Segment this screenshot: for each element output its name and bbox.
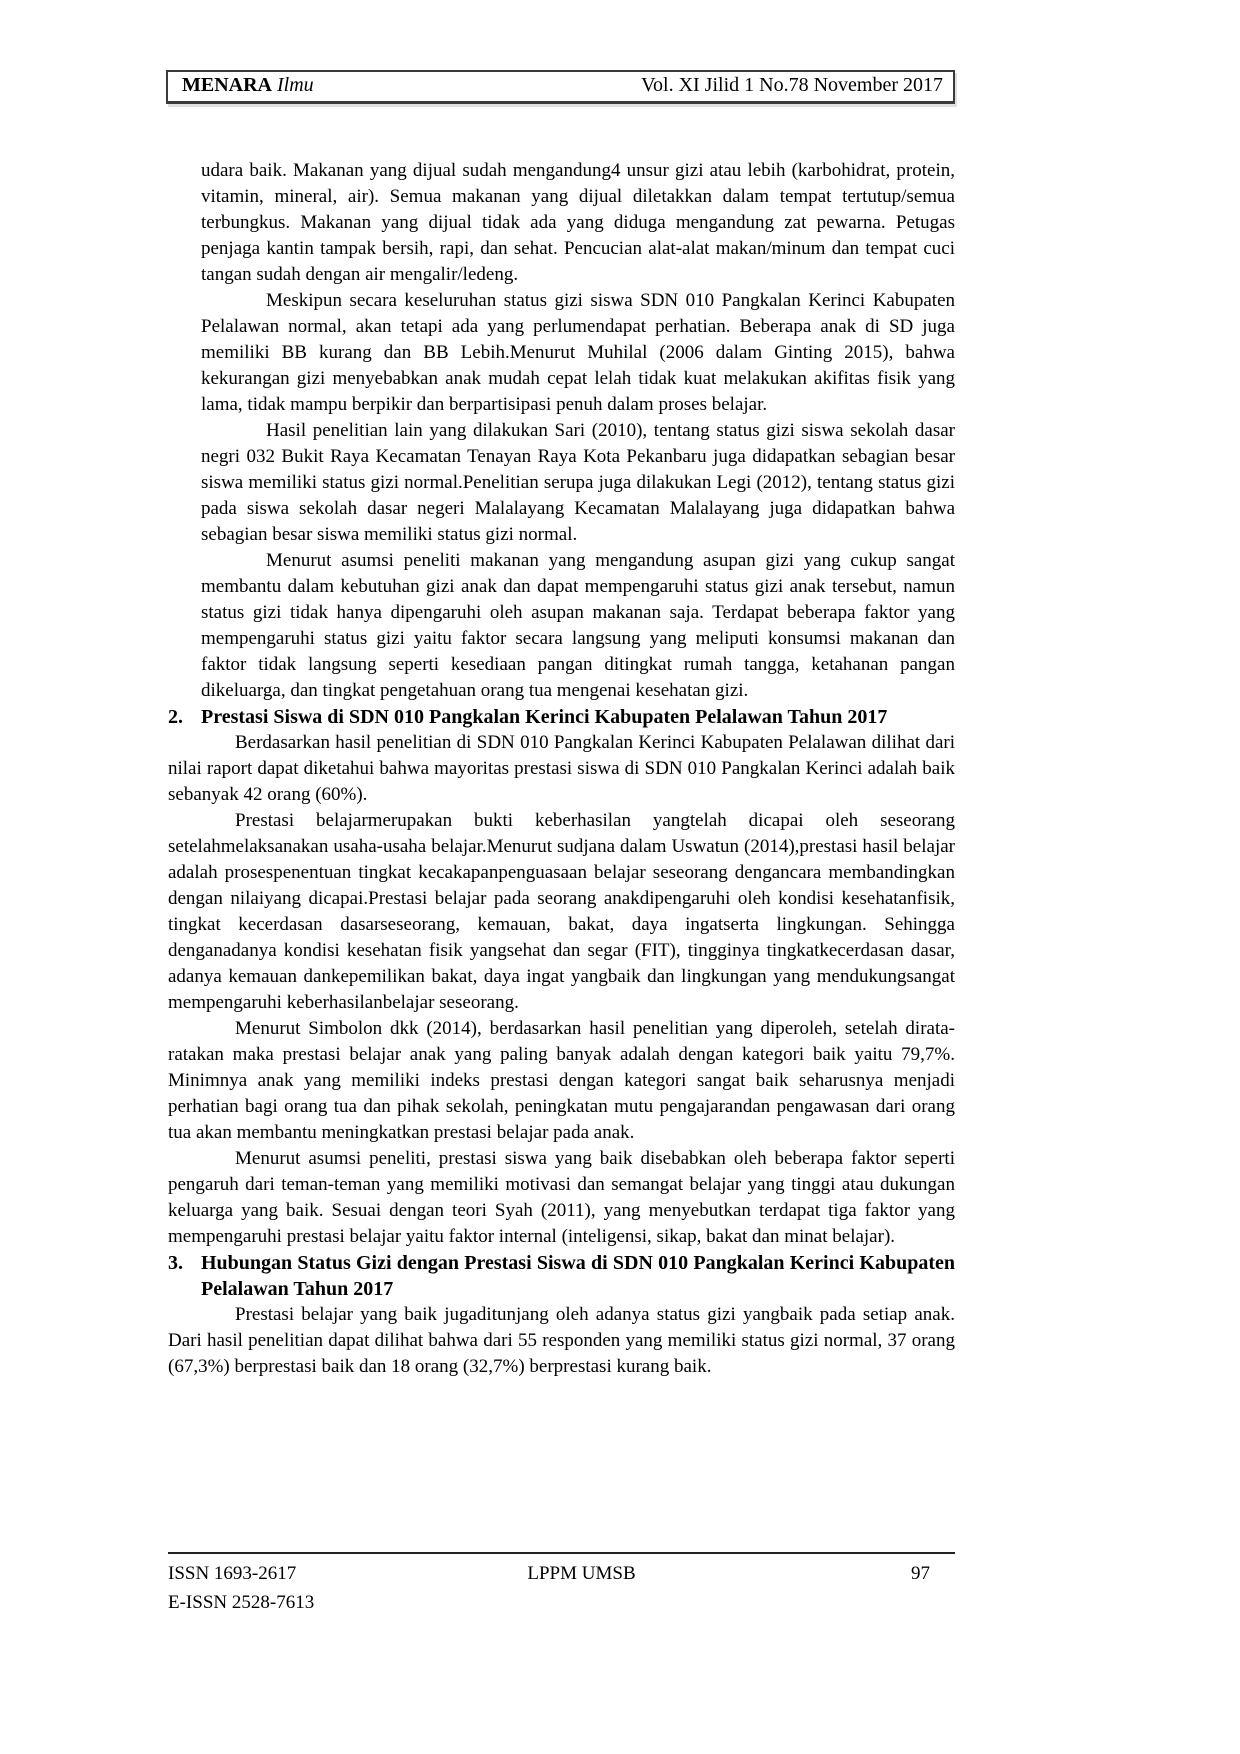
paragraph: Menurut Simbolon dkk (2014), berdasarkan hasil penelitian yang diperoleh, setelah dirata-ratakan maka prestasi belajar anak yang paling banyak adalah dengan kategori baik yaitu 79,7%. Minimnya anak yang memiliki indeks prestasi dengan kategori sangat baik seharusnya menjadi perhatian bagi orang tua dan pihak sekolah, peningkatan mutu pengajarandan pengawasan dari orang tua akan membantu meningkatkan prestasi belajar pada anak. bbox=[168, 1018, 955, 1143]
section-title: Prestasi Siswa di SDN 010 Pangkalan Kerinci Kabupaten Pelalawan Tahun 2017 bbox=[201, 706, 888, 728]
section-heading-3 bbox=[168, 1250, 955, 1302]
section-1-continuation-block bbox=[201, 158, 955, 704]
section-number: 2. bbox=[168, 706, 183, 728]
page-number: 97 bbox=[911, 1563, 930, 1584]
paragraph: Prestasi belajarmerupakan bukti keberhasilan yangtelah dicapai oleh seseorang setelahmelaksanakan usaha-usaha belajar.Menurut sudjana dalam Uswatun (2014),prestasi hasil belajar adalah prosespenentuan tingkat kecakapanpenguasaan belajar seseorang dengancara membandingkan dengan nilaiyang dicapai.Prestasi belajar pada seorang anakdipengaruhi oleh kondisi kesehatanfisik, tingkat kecerdasan dasarseseorang, kemauan, bakat, daya ingatserta lingkungan. Sehingga denganadanya kondisi kesehatan fisik yangsehat dan segar (FIT), tingginya tingkatkecerdasan dasar, adanya kemauan dankepemilikan bakat, daya ingat yangbaik dan lingkungan yang mendukungsangat mempengaruhi keberhasilanbelajar seseorang. bbox=[168, 810, 955, 1013]
footer-row-2 bbox=[168, 1588, 955, 1617]
paragraph: udara baik. Makanan yang dijual sudah mengandung4 unsur gizi atau lebih (karbohidrat, protein, vitamin, mineral, air). Semua makanan yang dijual diletakkan dalam tempat tertutup/semua terbungkus. Makanan yang dijual tidak ada yang diduga mengandung zat pewarna. Petugas penjaga kantin tampak bersih, rapi, dan sehat. Pencucian alat-alat makan/minum dan tempat cuci tangan sudah dengan air mengalir/ledeng. bbox=[201, 160, 955, 285]
paragraph: Meskipun secara keseluruhan status gizi siswa SDN 010 Pangkalan Kerinci Kabupaten Pelalawan normal, akan tetapi ada yang perlumendapat perhatian. Beberapa anak di SD juga memiliki BB kurang dan BB Lebih.Menurut Muhilal (2006 dalam Ginting 2015), bahwa kekurangan gizi menyebabkan anak mudah cepat lelah tidak kuat melakukan akifitas fisik yang lama, tidak mampu berpikir dan berpartisipasi penuh dalam proses belajar. bbox=[201, 290, 955, 415]
paragraph: Berdasarkan hasil penelitian di SDN 010 Pangkalan Kerinci Kabupaten Pelalawan dilihat dari nilai raport dapat diketahui bahwa mayoritas prestasi siswa di SDN 010 Pangkalan Kerinci adalah baik sebanyak 42 orang (60%). bbox=[168, 732, 955, 805]
journal-title bbox=[182, 74, 314, 97]
footer-row-1 bbox=[168, 1559, 955, 1588]
journal-title-bold: MENARA bbox=[182, 74, 272, 96]
paragraph: Menurut asumsi peneliti makanan yang mengandung asupan gizi yang cukup sangat membantu dalam kebutuhan gizi anak dan dapat mempengaruhi status gizi anak tersebut, namun status gizi tidak hanya dipengaruhi oleh asupan makanan saja. Terdapat beberapa faktor yang mempengaruhi status gizi yaitu faktor secara langsung yang meliputi konsumsi makanan dan faktor tidak langsung seperti kesediaan pangan ditingkat rumah tangga, ketahanan pangan dikeluarga, dan tingkat pengetahuan orang tua mengenai kesehatan gizi. bbox=[201, 550, 955, 701]
journal-header bbox=[166, 70, 955, 104]
paragraph: Prestasi belajar yang baik jugaditunjang oleh adanya status gizi yangbaik pada setiap anak. Dari hasil penelitian dapat dilihat bahwa dari 55 responden yang memiliki status gizi normal, 37 orang (67,3%) berprestasi baik dan 18 orang (32,7%) berprestasi kurang baik. bbox=[168, 1304, 955, 1377]
issue-info: Vol. XI Jilid 1 No.78 November 2017 bbox=[641, 74, 943, 96]
page-footer bbox=[168, 1552, 955, 1617]
paragraph: Hasil penelitian lain yang dilakukan Sari (2010), tentang status gizi siswa sekolah dasar negri 032 Bukit Raya Kecamatan Tenayan Raya Kota Pekanbaru juga didapatkan sebagian besar siswa memiliki status gizi normal.Penelitian serupa juga dilakukan Legi (2012), tentang status gizi pada siswa sekolah dasar negeri Malalayang Kecamatan Malalayang juga didapatkan bahwa sebagian besar siswa memiliki status gizi normal. bbox=[201, 420, 955, 545]
paragraph: Menurut asumsi peneliti, prestasi siswa yang baik disebabkan oleh beberapa faktor seperti pengaruh dari teman-teman yang memiliki motivasi dan semangat belajar yang tinggi atau dukungan keluarga yang baik. Sesuai dengan teori Syah (2011), yang menyebutkan terdapat tiga faktor yang mempengaruhi prestasi belajar yaitu faktor internal (inteligensi, sikap, bakat dan minat belajar). bbox=[168, 1148, 955, 1247]
issn: ISSN 1693-2617 bbox=[168, 1563, 297, 1584]
publisher: LPPM UMSB bbox=[527, 1563, 636, 1584]
page-body bbox=[168, 158, 955, 1380]
journal-title-italic: Ilmu bbox=[277, 74, 314, 96]
e-issn: E-ISSN 2528-7613 bbox=[168, 1592, 315, 1613]
section-heading-2 bbox=[168, 704, 955, 730]
section-title: Hubungan Status Gizi dengan Prestasi Siswa di SDN 010 Pangkalan Kerinci Kabupaten Pelalawan Tahun 2017 bbox=[201, 1252, 955, 1300]
section-number: 3. bbox=[168, 1252, 183, 1274]
